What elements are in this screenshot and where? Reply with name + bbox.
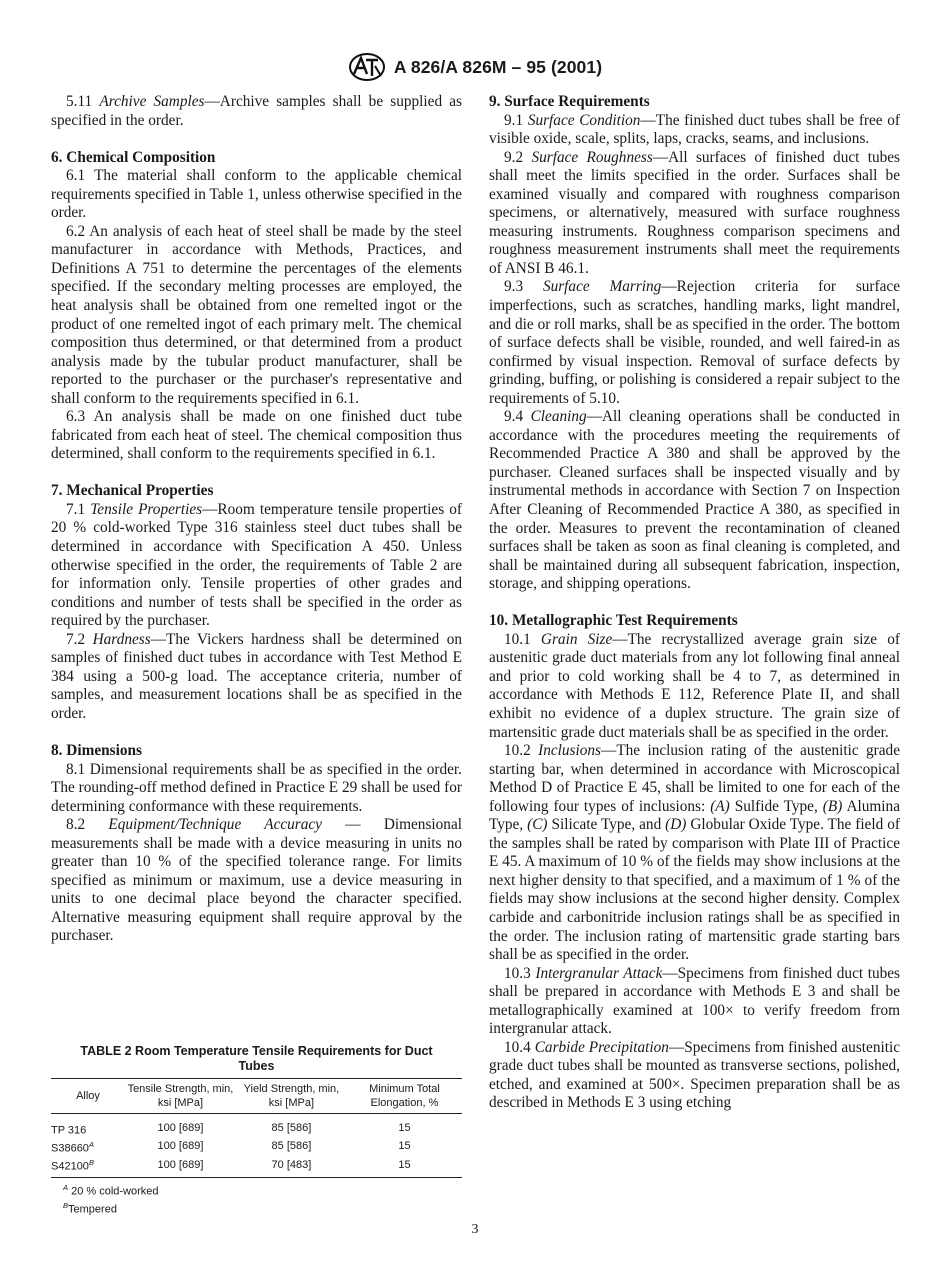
yield-cell: 70 [483] xyxy=(236,1156,347,1178)
tensile-cell: 100 [689] xyxy=(157,1122,204,1135)
paragraph-7-1: 7.1 Tensile Properties—Room temperature tensile properties of 20 % cold-worked Type 316 stainless steel duct tubes shall be determined in accordance with Specification A 450. Unless otherwise specified in the order, the requirements of Table 2 are for information only. Tensile properties of other grades and conditions and number of tests shall be specified in the order as required by the purchaser. xyxy=(51,500,462,630)
footnote-b: $^B$Tempered xyxy=(63,1201,117,1216)
paragraph-6-1: 6.1 The material shall conform to the applicable chemical requirements specified in Table 1, unless otherwise specified in the order. xyxy=(51,167,462,222)
table-footnotes xyxy=(51,1181,462,1216)
yield-cell: 85 [586] xyxy=(271,1122,312,1135)
column-header-alloy: Alloy xyxy=(51,1079,125,1114)
section-9-heading: 9. Surface Requirements xyxy=(489,93,650,110)
alloy-cell: $S42100^B$ xyxy=(51,1156,125,1178)
tensile-cell: 100 [689] xyxy=(125,1156,236,1178)
alloy-cell: $S38660^A$ xyxy=(51,1140,94,1155)
tensile-cell: 100 [689] xyxy=(157,1140,204,1153)
table-2 xyxy=(51,1044,462,1217)
paragraph-7-2: 7.2 Hardness—The Vickers hardness shall be determined on samples of finished duct tubes in accordance with Test Method E 384 using a 500-g load. The acceptance criteria, number of samples, and measurement locations shall be as specified in the order. xyxy=(51,630,462,722)
paragraph-9-2: 9.2 Surface Roughness—All surfaces of finished duct tubes shall meet the limits specified in the order. Surfaces shall be examined visually and compared with roughness comparison specimens, or alternatively, measured with surface roughness measuring instruments. Roughness comparison specimens and roughness measurement instruments shall meet the requirements of ANSI B 46.1. xyxy=(489,148,900,277)
paragraph-10-3: 10.3 Intergranular Attack—Specimens from finished duct tubes shall be prepared in accordance with Methods E 3 and shall be metallographically examined at 100× to verify freedom from intergranular attack. xyxy=(489,964,901,1038)
page-number: 3 xyxy=(471,1222,479,1237)
paragraph-6-3: 6.3 An analysis shall be made on one finished duct tube fabricated from each heat of steel. The chemical composition thus determined, shall conform to the requirements specified in 6.1. xyxy=(51,408,462,463)
section-7-heading: 7. Mechanical Properties xyxy=(51,482,214,500)
paragraph-6-2: 6.2 An analysis of each heat of steel shall be made by the steel manufacturer in accordance with Methods, Practices, and Definitions A 751 to determine the percentages of the elements specified. If the secondary melting processes are employed, the heat analysis shall be obtained from one remelted ingot or the product of one remelted ingot of each primary melt. The chemical composition thus determined, or that determined from a product analysis made by the tubular product manufacturer, shall be reported to the purchaser or the purchaser's representative and shall conform to the requirements specified in 6.1. xyxy=(51,222,462,407)
column-header-yield: Yield Strength, min, ksi [MPa] xyxy=(236,1079,347,1114)
paragraph-8-2: 8.2 Equipment/Technique Accuracy — Dimensional measurements shall be made with a device measuring in units no greater than 10 % of the specified tolerance range. For limits specified as minimum or maximum, use a device measuring in units to one decimal place beyond the character specified. Alternative measuring equipment shall require approval by the purchaser. xyxy=(51,816,462,945)
paragraph-9-3: 9.3 Surface Marring—Rejection criteria for surface imperfections, such as scratches, handling marks, light mandrel, and die or roll marks, shall be as specified in the order. The bottom of surface defects shall be visible, rounded, and well faired-in as confirmed by visual inspection. Removal of surface defects by grinding, buffing, or polishing is considered a repair subject to the requirements of 5.10. xyxy=(489,278,900,407)
tensile-requirements-table xyxy=(51,1078,462,1178)
paragraph-10-4: 10.4 Carbide Precipitation—Specimens from finished austenitic grade duct tubes shall be mounted as transverse sections, polished, etched, and examined at 500×. Specimen preparation shall be as described in Methods E 3 using etching xyxy=(489,1038,901,1112)
paragraph-9-4: 9.4 Cleaning—All cleaning operations shall be conducted in accordance with the procedures meeting the requirements of Recommended Practice A 380 and shall be approved by the purchaser. Cleaned surfaces shall be inspected visually and by instrumental methods in accordance with Section 7 on Inspection After Cleaning of Recommended Practice A 380, as specified in the order. Measures to prevent the recontamination of cleaned surfaces shall be taken as soon as final cleaning is completed, and shall be maintained during all subsequent fabrication, inspection, storage, and shipping operations. xyxy=(489,408,900,593)
paragraph-10-1: 10.1 Grain Size—The recrystallized average grain size of austenitic grade duct materials from any lot following final anneal and prior to cold working shall be 4 to 7, as determined in accordance with Methods E 112, Reference Plate II, and shall exhibit no evidence of a duplex structure. The grain size of martensitic grade duct materials shall be as specified in the order. xyxy=(489,630,900,741)
astm-logo-icon xyxy=(348,52,386,82)
document-designation: A 826/A 826M – 95 (2001) xyxy=(393,56,603,77)
table-row xyxy=(51,1114,462,1139)
table-row xyxy=(51,1156,462,1178)
section-6-heading: 6. Chemical Composition xyxy=(51,148,216,166)
table-2-title: TABLE 2 Room Temperature Tensile Requirements for Duct Tubes xyxy=(80,1044,433,1073)
elongation-cell: 15 xyxy=(398,1140,411,1153)
page-header xyxy=(0,52,950,82)
paragraph-5-11: 5.11 Archive Samples—Archive samples shall be supplied as specified in the order. xyxy=(51,93,463,129)
paragraph-9-1: 9.1 Surface Condition—The finished duct tubes shall be free of visible oxide, scale, splits, laps, cracks, seams, and inclusions. xyxy=(489,111,901,148)
table-row xyxy=(51,1138,462,1156)
column-header-elongation: Minimum Total Elongation, % xyxy=(347,1079,462,1114)
left-column xyxy=(51,93,462,946)
right-column xyxy=(489,93,900,1113)
section-8-heading: 8. Dimensions xyxy=(51,742,142,759)
paragraph-8-1: 8.1 Dimensional requirements shall be as specified in the order. The rounding-off method defined in Practice E 29 shall be used for determining conformance with these requirements. xyxy=(51,760,462,815)
elongation-cell: 15 xyxy=(347,1156,462,1178)
column-header-tensile: Tensile Strength, min, ksi [MPa] xyxy=(125,1079,236,1114)
yield-cell: 85 [586] xyxy=(271,1140,312,1153)
elongation-cell: 15 xyxy=(398,1122,411,1135)
section-10-heading: 10. Metallographic Test Requirements xyxy=(489,612,738,630)
footnote-a: $^A$ 20 % cold-worked xyxy=(63,1183,159,1199)
alloy-cell: TP 316 xyxy=(51,1124,87,1137)
paragraph-10-2: 10.2 Inclusions—The inclusion rating of the austenitic grade starting bar, when determined in accordance with Microscopical Method D of Practice E 45, shall be limited to one for each of the following four types of inclusions: (A) Sulfide Type, (B) Alumina Type, (C) Silicate Type, and (D) Globular Oxide Type. The field of the samples shall be rated by comparison with Plate III of Practice E 45. A maximum of 10 % of the fields may show inclusions at the next higher density to that specified, and a maximum of 1 % of the fields may show inclusions at the second higher density. Complex carbide and carbonitride inclusion ratings shall be as specified in the order. The inclusion rating of martensitic grade starting bars shall be as specified in the order. xyxy=(489,742,900,964)
